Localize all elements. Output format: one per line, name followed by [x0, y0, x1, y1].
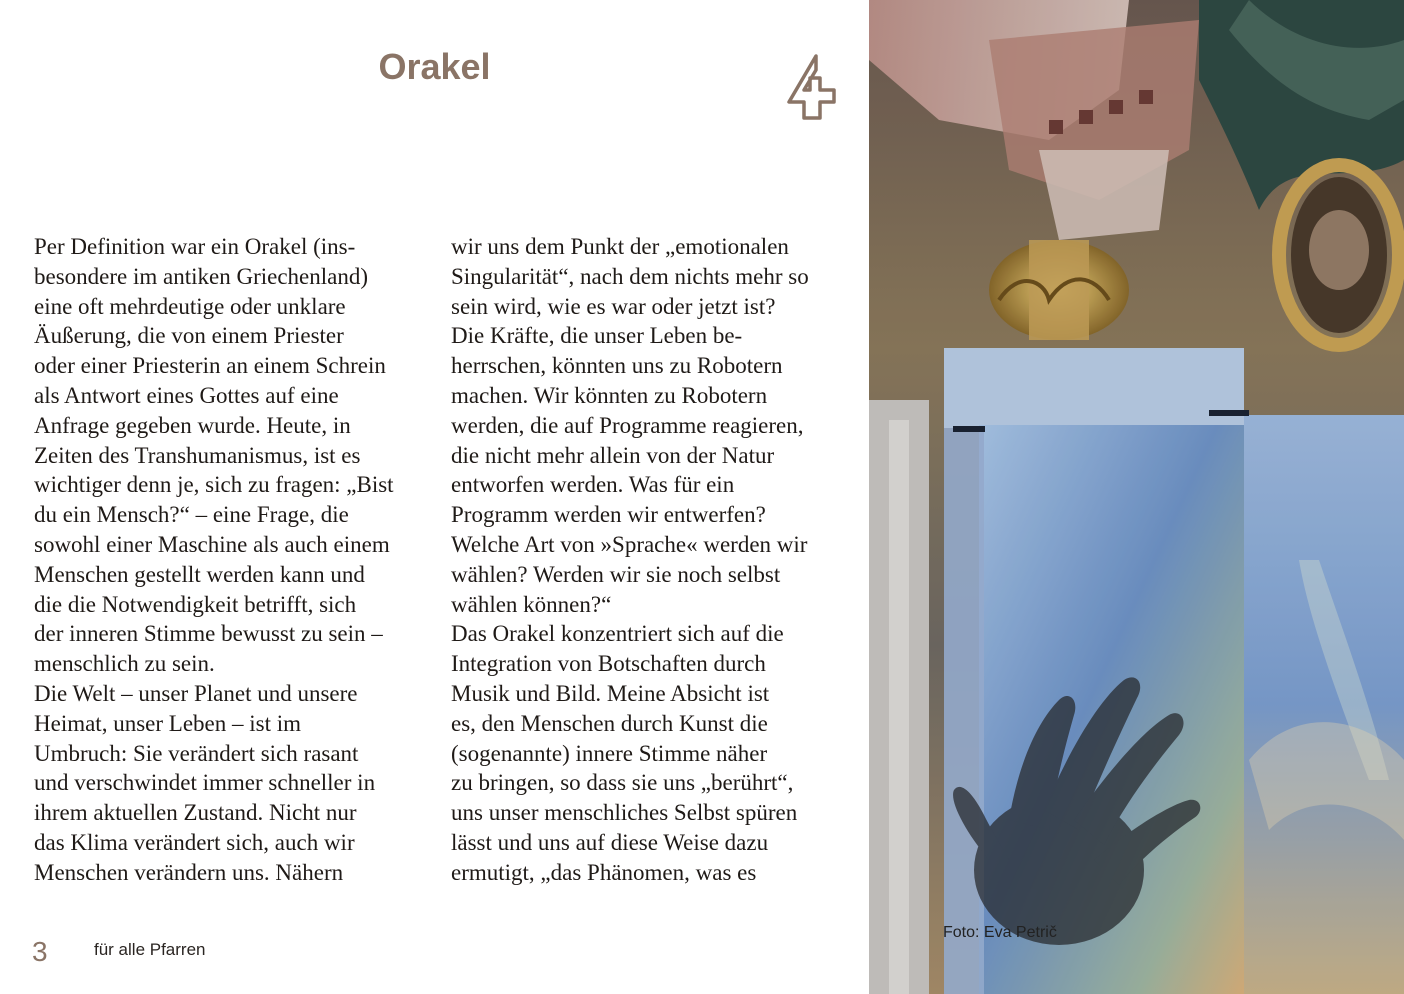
page-number: 3: [32, 936, 48, 967]
text-column-left: [34, 232, 434, 888]
text-line: ihrem aktuellen Zustand. Nicht nur: [34, 800, 357, 826]
text-line: Zeiten des Transhumanismus, ist es: [34, 442, 361, 468]
text-line: und verschwindet immer schneller in: [34, 770, 376, 796]
text-line: Die Welt – unser Planet und unsere: [34, 680, 358, 706]
text-line: eine oft mehrdeutige oder unklare: [34, 293, 346, 319]
text-line: Anfrage gegeben wurde. Heute, in: [34, 412, 351, 438]
text-line: Menschen gestellt werden kann und: [34, 561, 365, 587]
photo-credit: Foto: Eva Petrič: [943, 924, 1057, 941]
text-line: herrschen, könnten uns zu Robotern: [451, 353, 783, 379]
text-line: Per Definition war ein Orakel (ins-: [34, 234, 356, 259]
text-line: Die Kräfte, die unser Leben be-: [451, 323, 743, 349]
text-line: es, den Menschen durch Kunst die: [451, 710, 768, 736]
text-line: werden, die auf Programme reagieren,: [451, 412, 804, 438]
text-line: lässt und uns auf diese Weise dazu: [451, 829, 769, 855]
text-line: zu bringen, so dass sie uns „berührt“,: [451, 770, 794, 796]
text-line: menschlich zu sein.: [34, 651, 215, 677]
text-column-right: [451, 232, 849, 888]
page-title: Orakel: [378, 46, 491, 87]
text-line: die die Notwendigkeit betrifft, sich: [34, 591, 357, 617]
footer-label: für alle Pfarren: [94, 940, 206, 959]
text-line: sowohl einer Maschine als auch einem: [34, 531, 390, 557]
text-line: machen. Wir könnten zu Robotern: [451, 382, 768, 408]
text-line: die nicht mehr allein von der Natur: [451, 442, 775, 468]
paragraph: [34, 679, 434, 888]
text-line: wichtiger denn je, sich zu fragen: „Bist: [34, 472, 394, 498]
text-line: wir uns dem Punkt der „emotionalen: [451, 234, 789, 259]
text-line: Das Orakel konzentriert sich auf die: [451, 621, 784, 647]
text-line: Äußerung, die von einem Priester: [34, 323, 344, 349]
text-line: Programm werden wir entwerfen?: [451, 502, 766, 528]
paragraph: [451, 232, 849, 619]
text-line: das Klima verändert sich, auch wir: [34, 829, 355, 855]
text-line: der inneren Stimme bewusst zu sein –: [34, 621, 383, 647]
text-line: (sogenannte) innere Stimme näher: [451, 740, 768, 766]
paragraph: [34, 232, 434, 679]
text-line: Umbruch: Sie verändert sich rasant: [34, 740, 359, 766]
text-line: sein wird, wie es war oder jetzt ist?: [451, 293, 776, 319]
text-line: Welche Art von »Sprache« werden wir: [451, 531, 808, 557]
text-line: ermutigt, „das Phänomen, was es: [451, 859, 757, 885]
text-line: uns unser menschliches Selbst spüren: [451, 800, 798, 826]
church-altar-photo: [869, 0, 1404, 994]
text-line: oder einer Priesterin an einem Schrein: [34, 353, 386, 379]
text-line: Musik und Bild. Meine Absicht ist: [451, 680, 770, 706]
paragraph: [451, 619, 849, 887]
text-line: Menschen verändern uns. Nähern: [34, 859, 344, 885]
text-line: du ein Mensch?“ – eine Frage, die: [34, 502, 349, 528]
text-line: als Antwort eines Gottes auf eine: [34, 382, 339, 408]
text-line: Integration von Botschaften durch: [451, 651, 766, 677]
text-line: Heimat, unser Leben – ist im: [34, 710, 301, 736]
text-line: Singularität“, nach dem nichts mehr so: [451, 263, 809, 289]
text-line: wählen? Werden wir sie noch selbst: [451, 561, 781, 587]
text-line: besondere im antiken Griechenland): [34, 263, 369, 289]
text-line: entworfen werden. Was für ein: [451, 472, 735, 498]
number-four-cross-icon: [780, 50, 842, 124]
text-line: wählen können?“: [451, 591, 612, 617]
